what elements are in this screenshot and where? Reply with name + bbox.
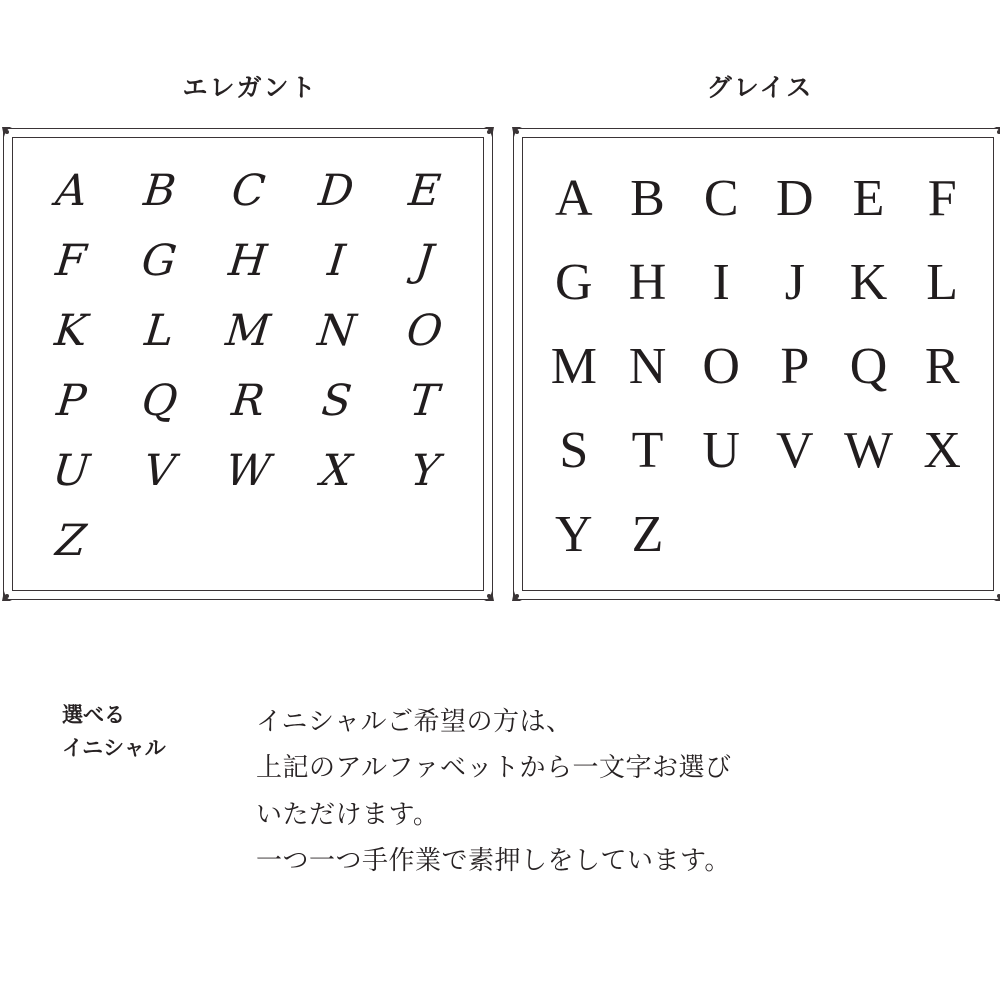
- letter: I: [325, 236, 348, 286]
- caption-label-line1: 選べる: [62, 704, 125, 727]
- caption-body-line4: 一つ一つ手作業で素押しをしています。: [256, 844, 731, 875]
- letter: F: [927, 169, 957, 227]
- letter: C: [228, 166, 268, 216]
- letter: F: [53, 236, 89, 286]
- letter: N: [314, 306, 358, 356]
- letter: W: [223, 446, 273, 496]
- corner-ornament-icon: [470, 125, 496, 151]
- letter: E: [852, 169, 885, 227]
- panel-title-elegant: エレガント: [182, 74, 318, 102]
- letter: P: [780, 337, 810, 395]
- letter: A: [53, 166, 90, 216]
- letter: R: [229, 376, 267, 426]
- letter: X: [318, 446, 355, 496]
- letter: B: [141, 166, 179, 216]
- letter: A: [555, 169, 593, 227]
- caption-body-line1: イニシャルご希望の方は、: [256, 706, 573, 736]
- caption-body-line2: 上記のアルファベットから一文字お選び: [256, 752, 732, 783]
- letter: J: [784, 253, 805, 311]
- caption-body-line3: いただけます。: [256, 798, 440, 829]
- letter: G: [555, 253, 593, 311]
- letter: O: [702, 337, 740, 395]
- letter: T: [407, 376, 442, 426]
- letter: S: [559, 421, 589, 479]
- letter: E: [406, 166, 444, 216]
- letter: C: [703, 169, 739, 227]
- letter: W: [843, 421, 894, 479]
- letter: G: [139, 236, 180, 286]
- letter: D: [316, 166, 357, 216]
- alphabet-grid-elegant: [27, 156, 469, 576]
- caption-label: [62, 700, 222, 765]
- letter: V: [776, 421, 814, 479]
- corner-ornament-icon: [0, 577, 26, 603]
- corner-ornament-icon: [0, 125, 26, 151]
- letter: D: [776, 169, 814, 227]
- letter: H: [628, 253, 667, 311]
- letter: K: [52, 306, 90, 356]
- letter: R: [924, 337, 960, 395]
- letter: U: [50, 446, 92, 496]
- letter: M: [223, 306, 273, 356]
- alphabet-grid-grace: [537, 156, 979, 576]
- letter: I: [712, 253, 730, 311]
- letter: P: [54, 376, 89, 426]
- letter: J: [413, 236, 437, 286]
- letter: V: [141, 446, 178, 496]
- corner-ornament-icon: [510, 577, 536, 603]
- corner-ornament-icon: [980, 577, 1000, 603]
- letter: Y: [407, 446, 442, 496]
- letter: T: [631, 421, 664, 479]
- letter: B: [630, 169, 665, 227]
- letter: S: [319, 376, 354, 426]
- letter: H: [226, 236, 270, 286]
- letter: Q: [849, 337, 888, 395]
- letter: U: [702, 421, 740, 479]
- corner-ornament-icon: [470, 577, 496, 603]
- alphabet-panel-elegant: [3, 128, 493, 600]
- letter: Z: [631, 505, 664, 563]
- letter: L: [142, 306, 177, 356]
- letter: L: [926, 253, 959, 311]
- letter: Q: [139, 376, 180, 426]
- letter: K: [849, 253, 888, 311]
- letter: N: [628, 337, 667, 395]
- letter: Y: [555, 505, 593, 563]
- letter: X: [923, 421, 961, 479]
- panel-title-grace: グレイス: [706, 74, 814, 102]
- letter: M: [550, 337, 597, 395]
- letter: Z: [53, 516, 89, 566]
- corner-ornament-icon: [510, 125, 536, 151]
- caption-label-line2: イニシャル: [62, 736, 166, 760]
- letter: O: [404, 306, 446, 356]
- alphabet-panel-grace: [513, 128, 1000, 600]
- caption-body: [256, 698, 956, 883]
- corner-ornament-icon: [980, 125, 1000, 151]
